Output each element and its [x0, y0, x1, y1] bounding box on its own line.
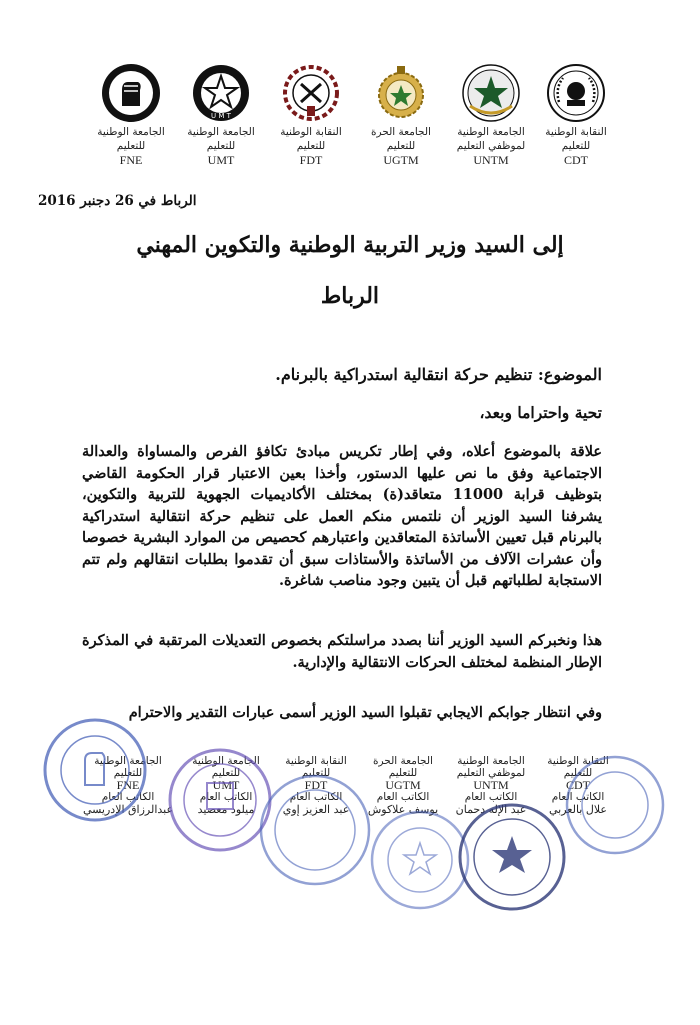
org-umt	[177, 62, 265, 168]
sig-signer: ميلود معصيد	[197, 803, 255, 816]
sig-org-name-line2: للتعليم	[388, 767, 418, 779]
letter-subject: الموضوع: تنظيم حركة انتقالية استدراكية بالبرنام.	[275, 365, 602, 384]
sig-org-name-line2: للتعليم	[113, 767, 143, 779]
org-name-line2: للتعليم	[386, 140, 416, 152]
letter-recipient: إلى السيد وزير التربية الوطنية والتكوين المهني	[136, 232, 564, 258]
org-abbr: FNE	[119, 153, 143, 167]
sig-org-name: الجامعة الوطنية	[94, 755, 162, 767]
org-cdt	[532, 62, 620, 168]
sig-abbr: FDT	[304, 778, 328, 792]
umt-logo-text: U M T	[211, 112, 231, 120]
org-name-line2: للتعليم	[116, 140, 146, 152]
letter-date: الرباط في 26 دجنبر 2016	[38, 193, 197, 209]
sig-org-name-line2: للتعليم	[211, 767, 241, 779]
signature-fdt	[270, 755, 362, 816]
org-name: النقابة الوطنية	[545, 126, 607, 138]
org-ugtm	[357, 62, 445, 168]
org-name-line2: للتعليم	[296, 140, 326, 152]
cdt-logo-icon	[545, 62, 607, 124]
sig-abbr: CDT	[566, 778, 590, 792]
sig-org-name: الجامعة الوطنية	[457, 755, 525, 767]
sig-org-name-line2: للتعليم	[563, 767, 593, 779]
sig-abbr: FNE	[116, 778, 140, 792]
signature-umt	[180, 755, 272, 816]
sig-signer: علال بالعربي	[549, 803, 607, 816]
signature-fne	[82, 755, 174, 816]
sig-role: الكاتب العام	[199, 791, 253, 803]
org-name: النقابة الوطنية	[280, 126, 342, 138]
org-fdt	[267, 62, 355, 168]
sig-org-name: الجامعة الحرة	[373, 755, 433, 767]
sig-role: الكاتب العام	[101, 791, 155, 803]
org-name: الجامعة الوطنية	[457, 126, 525, 138]
sig-role: الكاتب العام	[289, 791, 343, 803]
org-name: الجامعة الحرة	[371, 126, 431, 138]
org-name-line2: للتعليم	[561, 140, 591, 152]
letter-paragraph-1: علاقة بالموضوع أعلاه، وفي إطار تكريس مبادئ تكافؤ الفرص والمساواة والعدالة الاجتماعية وفق ما نص عليها الدستور، وأخذا بعين الاعتبار قرار الحكومة القاضي بتوظيف قرابة 11000 متعاقد(ة) بمختلف الأكاديميات الجهوية للتربية والتكوين، يشرفنا السيد الوزير أن نلتمس منكم العمل على تنظيم حركة انتقالية استدراكية بالبرنام قبل تعيين الأساتذة المتعاقدين واعتبارهم كحصيص من الموارد البشرية خصوصا وأن عشرات الآلاف من الأساتذة والأستاذات سبق أن تقدموا بطلبات انتقالهم ولم تتم الاستجابة لطلباتهم قبل أن يتبين وجود مناصب شاغرة.	[82, 443, 602, 589]
sig-org-name-line2: لموظفي التعليم	[456, 767, 526, 779]
org-name: الجامعة الوطنية	[97, 126, 165, 138]
org-abbr: UGTM	[383, 153, 419, 167]
sig-org-name: النقابة الوطنية	[285, 755, 347, 767]
sig-abbr: UGTM	[385, 778, 421, 792]
sig-signer: يوسف علاكوش	[367, 803, 439, 816]
fdt-logo-icon	[280, 62, 342, 124]
org-abbr: UMT	[207, 153, 235, 167]
org-abbr: CDT	[564, 153, 588, 167]
org-untm	[447, 62, 535, 168]
sig-signer: عبد الإله دحمان	[455, 803, 527, 816]
org-abbr: FDT	[299, 153, 323, 167]
signature-ugtm	[357, 755, 449, 816]
sig-abbr: UMT	[212, 778, 240, 792]
letter-greeting: تحية واحتراما وبعد،	[479, 403, 602, 422]
org-name-line2: للتعليم	[206, 140, 236, 152]
sig-signer: عبدالرزاق الإدريسي	[82, 803, 174, 816]
letter-paragraph-2: هذا ونخبركم السيد الوزير أننا بصدد مراسلتكم بخصوص التعديلات المرتقبة في المذكرة الإطار المنظمة لمختلف الحركات الانتقالية والإدارية.	[82, 632, 602, 671]
sig-abbr: UNTM	[473, 778, 509, 792]
sig-signer: عبد العزيز إوي	[282, 803, 350, 816]
sig-org-name: النقابة الوطنية	[547, 755, 609, 767]
org-name-line2: لموظفي التعليم	[456, 140, 526, 152]
org-fne	[87, 62, 175, 168]
untm-logo-icon	[460, 62, 522, 124]
signature-untm	[445, 755, 537, 816]
sig-role: الكاتب العام	[464, 791, 518, 803]
union-logos-row	[82, 62, 622, 182]
org-abbr: UNTM	[473, 153, 509, 167]
sig-org-name: الجامعة الوطنية	[192, 755, 260, 767]
umt-logo-icon	[190, 62, 252, 124]
org-name: الجامعة الوطنية	[187, 126, 255, 138]
signature-cdt	[532, 755, 624, 816]
fne-logo-icon	[100, 62, 162, 124]
sig-org-name-line2: للتعليم	[301, 767, 331, 779]
sig-role: الكاتب العام	[376, 791, 430, 803]
ugtm-logo-icon	[370, 62, 432, 124]
letter-city: الرباط	[320, 283, 380, 309]
letter-paragraph-3: وفي انتظار جوابكم الايجابي تقبلوا السيد الوزير أسمى عبارات التقدير والاحترام	[128, 704, 602, 721]
signatures-row	[82, 755, 622, 835]
sig-role: الكاتب العام	[551, 791, 605, 803]
